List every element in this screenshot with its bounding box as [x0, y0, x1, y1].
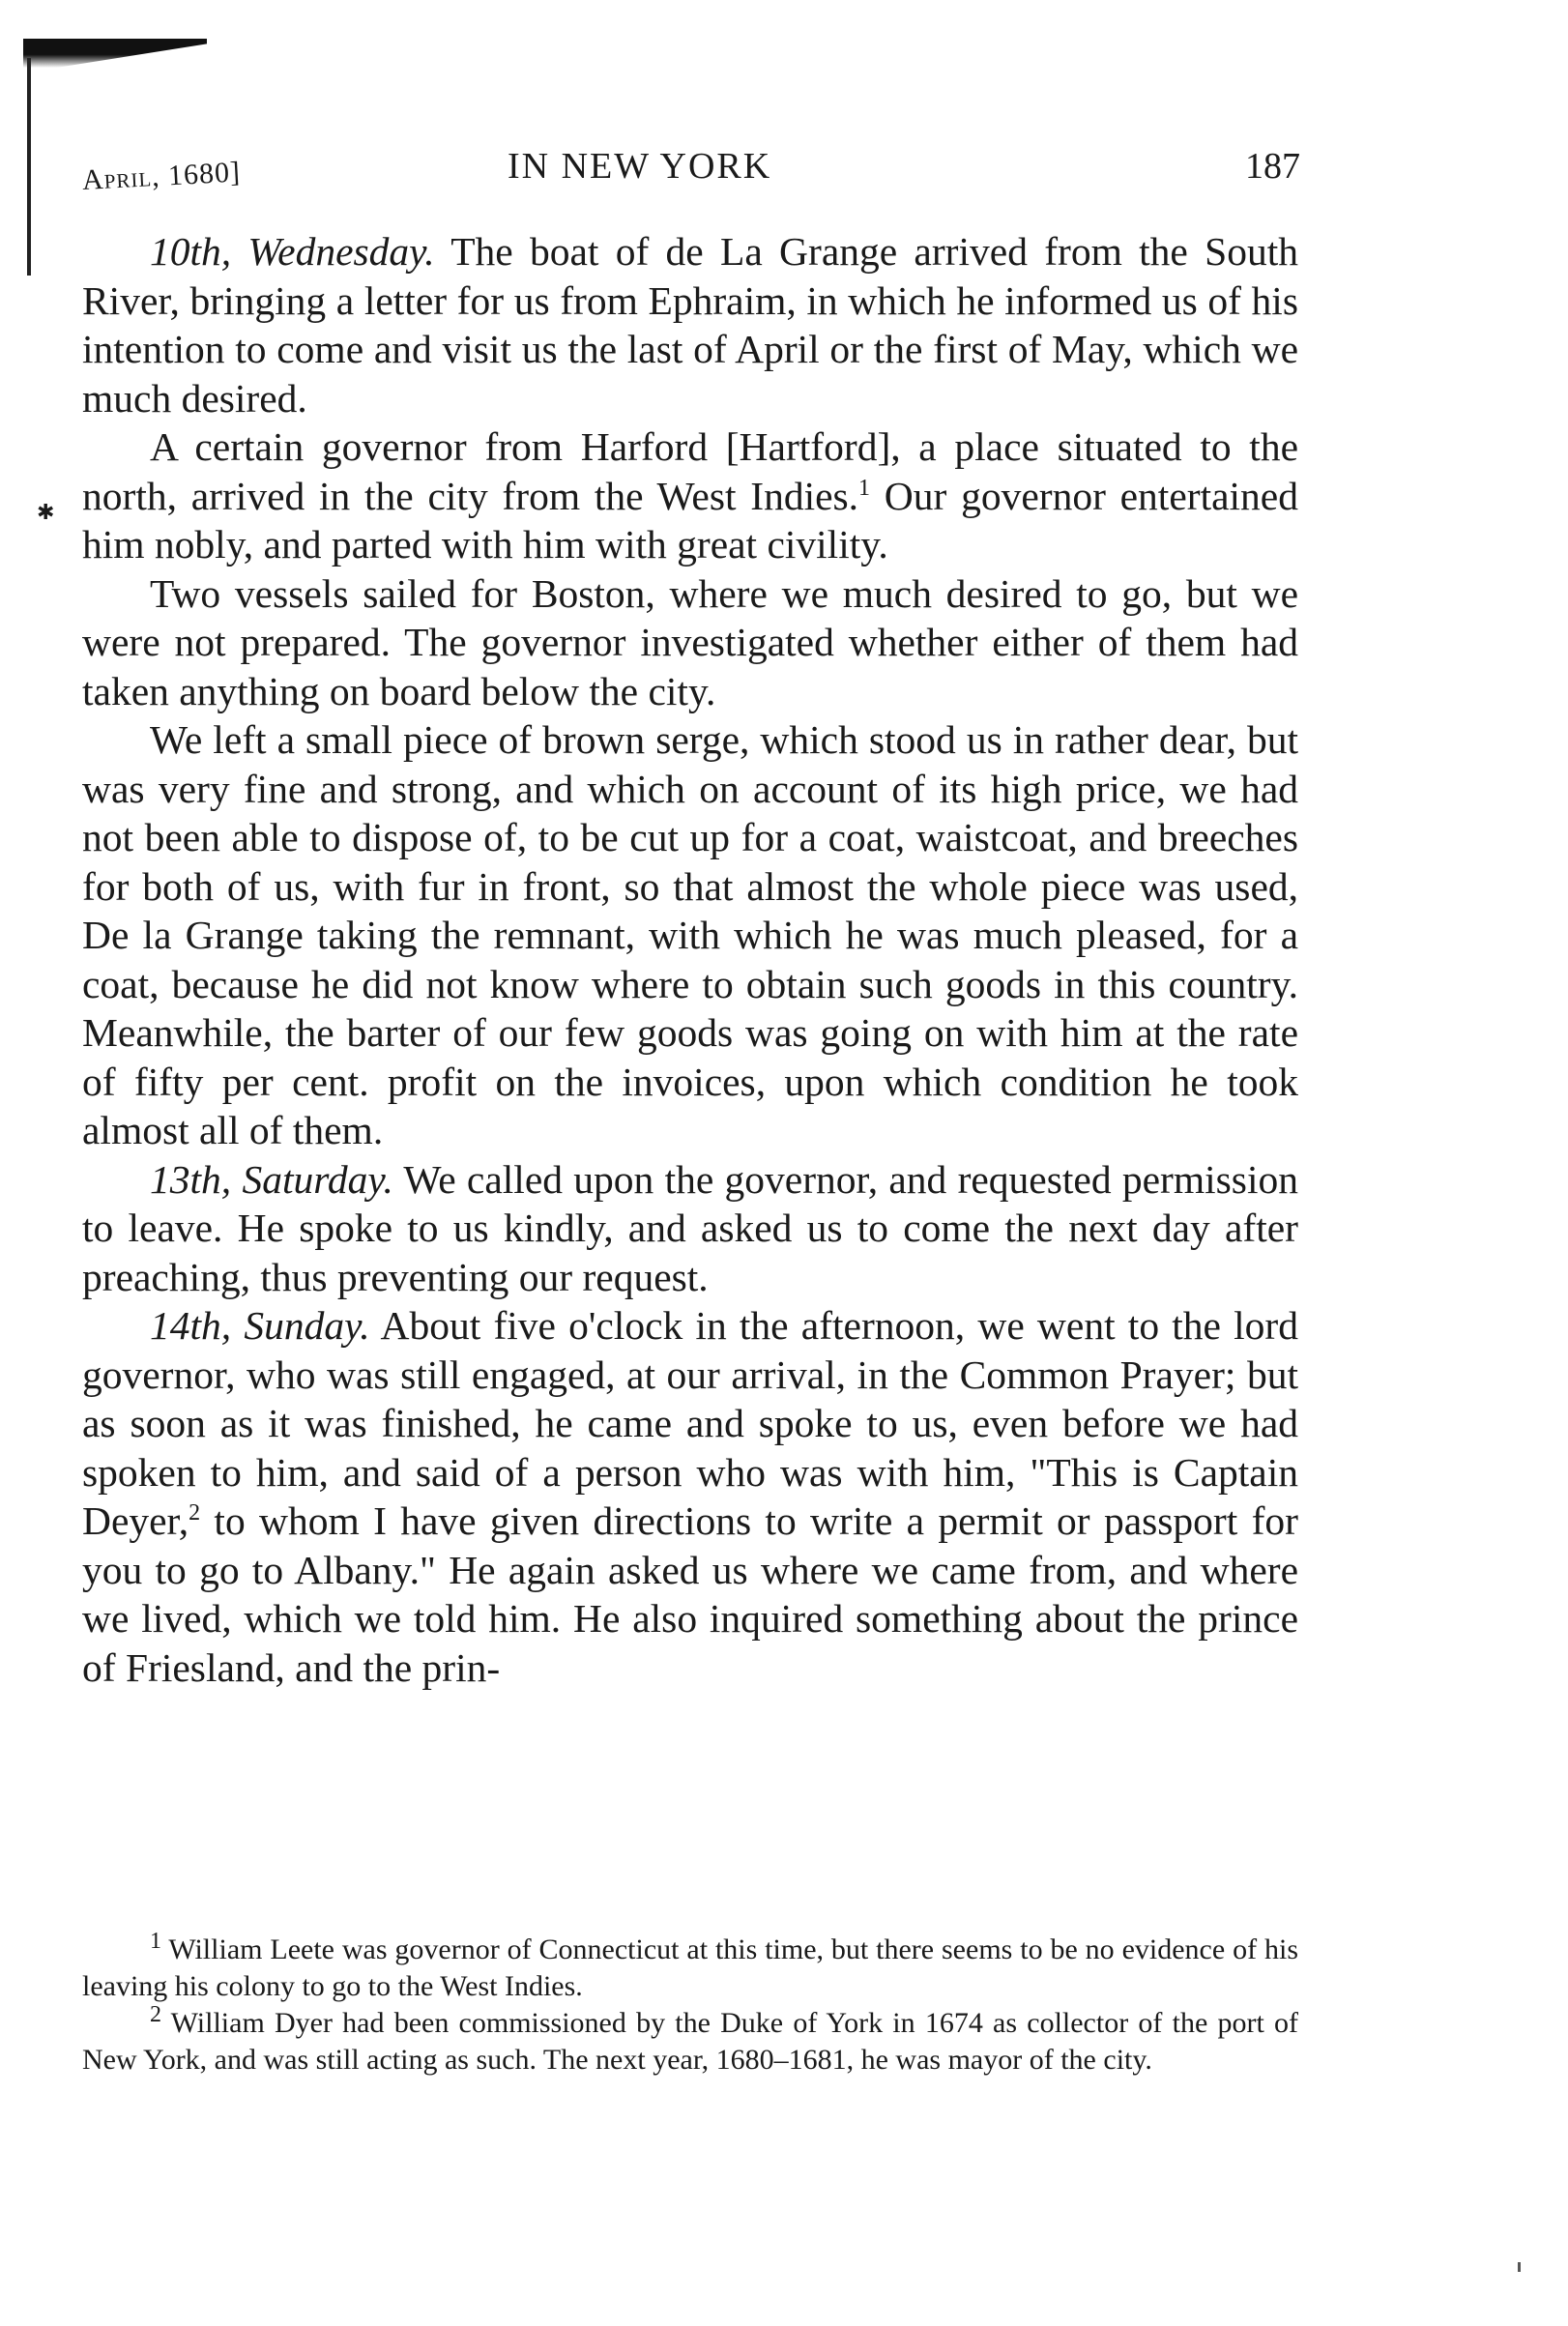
binding-edge — [27, 58, 31, 276]
paragraph-april-14 — [82, 1301, 1298, 1692]
entry-date: 10th, Wednesday. — [150, 229, 435, 274]
paragraph-text: A certain governor from Harford [Hartford], a place situated to the north, arrived in the city from the West Indies. — [82, 424, 1298, 518]
footnote-text: William Leete was governor of Connecticut at this time, but there seems to be no evidence of his leaving his colony to go to the West Indies. — [82, 1933, 1298, 2002]
paragraph-april-13 — [82, 1155, 1298, 1302]
footnote-mark: 2 — [150, 2002, 161, 2027]
footnotes — [82, 1929, 1298, 2079]
paragraph-text: About five o'clock in the afternoon, we went to the lord governor, who was still engaged, at our arrival, in the Common Prayer; but as soon as it was finished, he came and spoke to us, even before we had spoken to him, and said of a person who was with him, "This is Captain Deyer, — [82, 1303, 1298, 1543]
paragraph-text: The boat of de La Grange arrived from the South River, bringing a letter for us from Ephraim, in which he informed us of his intention to come and visit us the last of April or the first of May, which we much desired. — [82, 229, 1298, 421]
running-head-title: IN NEW YORK — [508, 146, 772, 187]
footnote-ref-2: 2 — [189, 1500, 201, 1526]
paragraph-april-10 — [82, 227, 1298, 422]
body-text — [82, 227, 1298, 1692]
paragraph-harford-governor — [82, 422, 1298, 569]
entry-date: 14th, Sunday. — [150, 1303, 370, 1348]
paragraph-boston-vessels — [82, 569, 1298, 716]
page-number: 187 — [1245, 146, 1300, 187]
paragraph-text-continued: to whom I have given directions to write a permit or passport for you to go to Albany." He again asked us where we came from, and where we lived, which we told him. He also inquired something about the prince of Friesland, and the prin- — [82, 1498, 1298, 1690]
scan-speck — [1518, 2262, 1521, 2272]
binding-shadow — [23, 39, 207, 68]
paragraph-brown-serge — [82, 715, 1298, 1155]
paragraph-text-continued: Our governor entertained him nobly, and parted with him with great civility. — [82, 473, 1298, 567]
paragraph-text: We called upon the governor, and requested permission to leave. He spoke to us kindly, and asked us to come the next day after preaching, thus preventing our request. — [82, 1156, 1298, 1299]
running-head-date: April, 1680] — [81, 156, 242, 196]
footnote-2 — [82, 2002, 1298, 2079]
entry-date: 13th, Saturday. — [150, 1156, 393, 1202]
footnote-text: William Dyer had been commissioned by the Duke of York in 1674 as collector of the port of New York, and was still acting as such. The next year, 1680–1681, he was mayor of the city. — [82, 2007, 1298, 2076]
paragraph-text: Two vessels sailed for Boston, where we much desired to go, but we were not prepared. The governor investigated whether either of them had taken anything on board below the city. — [82, 570, 1298, 713]
footnote-1 — [82, 1929, 1298, 2005]
footnote-ref-1: 1 — [858, 475, 871, 501]
footnote-mark: 1 — [150, 1929, 161, 1954]
running-head — [82, 145, 1300, 203]
margin-asterisk-mark: ✱ — [37, 500, 55, 524]
paragraph-text: We left a small piece of brown serge, which stood us in rather dear, but was very fine and strong, and which on account of its high price, we had not been able to dispose of, to be cut up for a coat, waistcoat, and breeches for both of us, with fur in front, so that almost the whole piece was used, De la Grange taking the remnant, with which he was much pleased, for a coat, because he did not know where to obtain such goods in this country. Meanwhile, the barter of our few goods was going on with him at the rate of fifty per cent. profit on the invoices, upon which condition he took almost all of them. — [82, 717, 1298, 1152]
